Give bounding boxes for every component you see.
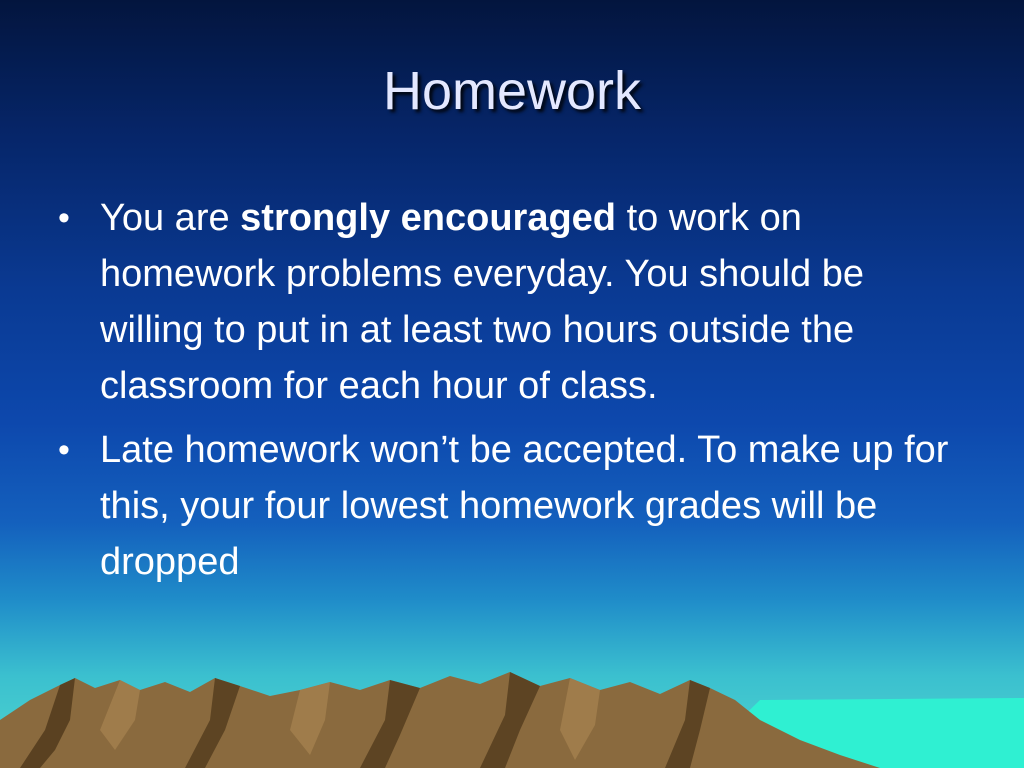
bullet-emphasis: strongly encouraged: [240, 197, 617, 239]
bullet-marker: •: [58, 199, 70, 237]
bullet-item-2: [58, 422, 968, 590]
bullet-text-start: You are: [100, 197, 241, 239]
bullet-text-end: to work on homework problems everyday. You should be willing to put in at least two hours outside the classroom for each hour of class.: [100, 197, 864, 407]
bullet-text: Late homework won’t be accepted. To make up for this, your four lowest homework grades will be dropped: [100, 429, 949, 583]
mountain-landscape: [0, 660, 1024, 768]
bullet-marker: •: [58, 431, 70, 469]
bullet-list: [58, 190, 968, 598]
slide-title: Homework: [382, 61, 642, 121]
bullet-item-1: [58, 190, 968, 414]
